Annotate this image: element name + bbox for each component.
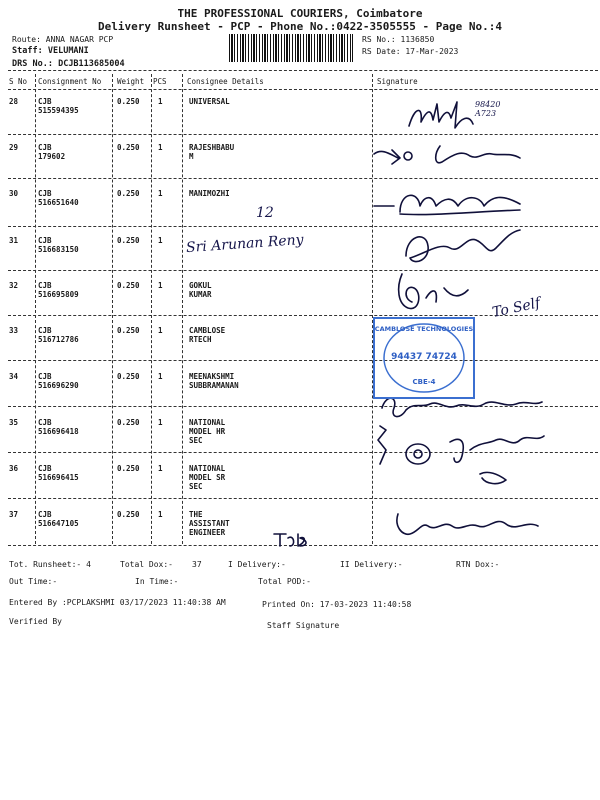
staff-value: VELUMANI <box>47 46 89 56</box>
cell-consignment: CJB 179602 <box>38 143 66 161</box>
stamp-location: CBE-4 <box>412 378 436 386</box>
i-delivery: I Delivery:- <box>228 560 286 569</box>
rs-date-value: 17-Mar-2023 <box>405 47 459 56</box>
signature-row-30 <box>370 186 530 222</box>
column-divider <box>112 74 113 544</box>
total-dox-value: 37 <box>192 560 202 569</box>
company-title: THE PROFESSIONAL COURIERS, Coimbatore <box>177 7 423 20</box>
cell-pcs: 1 <box>158 326 163 335</box>
rs-no-label: RS No.: <box>362 35 396 44</box>
rs-date-label: RS Date: <box>362 47 401 56</box>
stamp-company: CAMBLOSE TECHNOLOGIES <box>374 325 474 333</box>
cell-consignee: MEENAKSHMI SUBBRAMANAN <box>189 372 239 390</box>
signature-row-32 <box>392 268 492 318</box>
cell-consignment: CJB 516696418 <box>38 418 79 436</box>
staff-line <box>12 46 89 56</box>
table-top-rule <box>8 70 598 71</box>
handwritten-to-self: To Self <box>490 295 542 321</box>
drs-label: DRS No.: <box>12 59 53 69</box>
cell-sno: 32 <box>9 281 19 290</box>
cell-consignment: CJB 515594395 <box>38 97 79 115</box>
cell-consignment: CJB 516651640 <box>38 189 79 207</box>
stamp-phone: 94437 74724 <box>391 352 457 362</box>
cell-weight: 0.250 <box>117 236 140 245</box>
cell-consignee: CAMBLOSE RTECH <box>189 326 226 344</box>
cell-consignment: CJB 516683150 <box>38 236 79 254</box>
cell-pcs: 1 <box>158 418 163 427</box>
company-stamp <box>372 316 476 400</box>
cell-pcs: 1 <box>158 97 163 106</box>
cell-pcs: 1 <box>158 464 163 473</box>
cell-weight: 0.250 <box>117 281 140 290</box>
cell-consignment: CJB 516712786 <box>38 326 79 344</box>
printed-on: Printed On: 17-03-2023 11:40:58 <box>262 600 412 609</box>
cell-pcs: 1 <box>158 189 163 198</box>
cell-pcs: 1 <box>158 281 163 290</box>
handwritten-phone-note: 98420 A723 <box>475 100 501 118</box>
cell-pcs: 1 <box>158 143 163 152</box>
rs-no-line <box>362 35 434 44</box>
handwritten-note-12: 12 <box>256 205 274 221</box>
drs-line <box>12 59 125 69</box>
in-time: In Time:- <box>135 577 179 586</box>
signature-row-37 <box>392 506 552 542</box>
drs-value: DCJB113685004 <box>58 59 125 69</box>
signature-rows-35-36 <box>370 420 550 500</box>
cell-consignment: CJB 516696290 <box>38 372 79 390</box>
signature-row-28 <box>405 100 475 134</box>
cell-pcs: 1 <box>158 372 163 381</box>
cell-consignment: CJB 516647105 <box>38 510 79 528</box>
route-value: ANNA NAGAR PCP <box>45 35 114 44</box>
route-line <box>12 35 113 44</box>
cell-weight: 0.250 <box>117 510 140 519</box>
runsheet-title: Delivery Runsheet - PCP - Phone No.:0422-3505555 - Page No.:4 <box>98 20 502 33</box>
cell-sno: 28 <box>9 97 19 106</box>
signature-row-31 <box>400 226 530 272</box>
col-header-pcs: PCS <box>153 77 167 86</box>
staff-label: Staff: <box>12 46 43 56</box>
cell-sno: 35 <box>9 418 19 427</box>
table-header-rule <box>8 89 598 90</box>
initials-row-37 <box>270 528 320 550</box>
cell-sno: 31 <box>9 236 19 245</box>
cell-weight: 0.250 <box>117 326 140 335</box>
total-dox-label: Total Dox:- <box>120 560 173 569</box>
cell-consignee: GOKUL KUMAR <box>189 281 212 299</box>
cell-sno: 36 <box>9 464 19 473</box>
col-header-consignee: Consignee Details <box>187 77 264 86</box>
cell-weight: 0.250 <box>117 372 140 381</box>
rs-no-value: 1136850 <box>400 35 435 44</box>
column-divider <box>182 74 183 544</box>
rs-date-line <box>362 47 458 56</box>
cell-weight: 0.250 <box>117 143 140 152</box>
route-label: Route: <box>12 35 41 44</box>
cell-pcs: 1 <box>158 236 163 245</box>
col-header-sno: S No <box>9 77 28 86</box>
cell-consignee: UNIVERSAL <box>189 97 230 106</box>
cell-consignee: THE ASSISTANT ENGINEER <box>189 510 230 537</box>
col-header-signature: Signature <box>377 77 418 86</box>
cell-pcs: 1 <box>158 510 163 519</box>
cell-sno: 30 <box>9 189 19 198</box>
cell-sno: 34 <box>9 372 19 381</box>
cell-consignment: CJB 516696415 <box>38 464 79 482</box>
barcode <box>229 34 353 62</box>
cell-consignee: RAJESHBABU M <box>189 143 235 161</box>
cell-weight: 0.250 <box>117 97 140 106</box>
ii-delivery: II Delivery:- <box>340 560 403 569</box>
cell-sno: 29 <box>9 143 19 152</box>
entered-by: Entered By :PCPLAKSHMI 03/17/2023 11:40:38 AM <box>9 598 226 607</box>
verified-by: Verified By <box>9 617 62 626</box>
cell-weight: 0.250 <box>117 189 140 198</box>
out-time: Out Time:- <box>9 577 58 586</box>
col-header-weight: Weight <box>117 77 145 86</box>
total-runsheet: Tot. Runsheet:- 4 <box>9 560 91 569</box>
cell-consignment: CJB 516695809 <box>38 281 79 299</box>
cell-consignee: NATIONAL MODEL SR SEC <box>189 464 226 491</box>
cell-sno: 37 <box>9 510 19 519</box>
cell-weight: 0.250 <box>117 418 140 427</box>
staff-signature-label: Staff Signature <box>267 621 340 630</box>
total-pod: Total POD:- <box>258 577 311 586</box>
row-rule <box>8 134 598 135</box>
cell-sno: 33 <box>9 326 19 335</box>
row-rule <box>8 178 598 179</box>
cell-weight: 0.250 <box>117 464 140 473</box>
column-divider <box>35 74 36 544</box>
column-divider <box>151 74 152 544</box>
col-header-consignment: Consignment No <box>38 77 102 86</box>
signature-row-29 <box>370 140 530 172</box>
rtn-dox: RTN Dox:- <box>456 560 500 569</box>
cell-consignee: NATIONAL MODEL HR SEC <box>189 418 226 445</box>
cell-consignee: MANIMOZHI <box>189 189 230 198</box>
row-rule <box>8 360 598 361</box>
handwritten-consignee-name: Sri Arunan Reny <box>185 231 305 257</box>
